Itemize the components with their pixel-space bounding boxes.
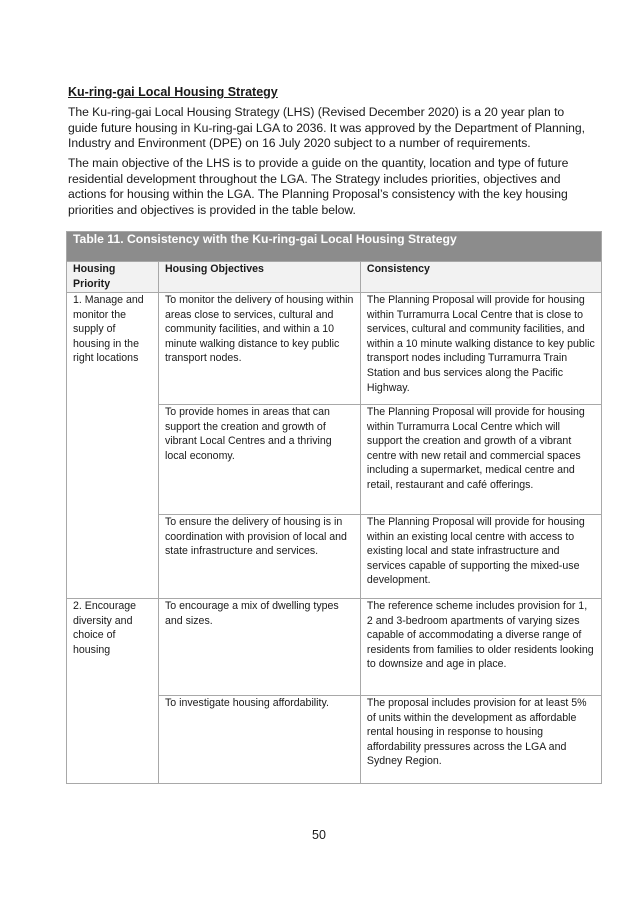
page-number: 50 <box>312 828 326 842</box>
intro-paragraph: The Ku-ring-gai Local Housing Strategy (LHS) (Revised December 2020) is a 20 year plan to guide future housing in Ku-ring-gai LGA to 2036. It was approved by the Department of Planning, Industry and Environment (DPE) on 16 July 2020 subject to a number of requirements. <box>68 105 585 151</box>
housing-objective-cell: To ensure the delivery of housing is in coordination with provision of local and state infrastructure and services. <box>158 515 360 599</box>
consistency-cell: The Planning Proposal will provide for housing within an existing local centre with access to existing local and state infrastructure and services capable of supporting the mixed-use development. <box>360 515 601 599</box>
column-header-housing-objectives: Housing Objectives <box>158 262 360 293</box>
column-header-housing-priority: Housing Priority <box>67 262 159 293</box>
table-row <box>67 293 602 405</box>
housing-priority-cell: 1. Manage and monitor the supply of housing in the right locations <box>67 293 159 599</box>
consistency-cell: The proposal includes provision for at least 5% of units within the development as affordable rental housing in response to housing affordability pressures across the LGA and Sydney Region. <box>360 696 601 784</box>
objective-paragraph: The main objective of the LHS is to provide a guide on the quantity, location and type of future residential development throughout the LGA. The Strategy includes priorities, objectives and actions for housing within the LGA. The Planning Proposal’s consistency with the key housing priorities and objectives is provided in the table below. <box>68 156 569 217</box>
housing-objective-cell: To monitor the delivery of housing within areas close to services, cultural and community facilities, and within a 10 minute walking distance to key public transport nodes. <box>158 293 360 405</box>
housing-priority-cell: 2. Encourage diversity and choice of housing <box>67 599 159 784</box>
table-caption-row <box>67 232 602 262</box>
housing-objective-cell: To provide homes in areas that can support the creation and growth of vibrant Local Centres and a thriving local economy. <box>158 405 360 515</box>
consistency-cell: The Planning Proposal will provide for housing within Turramurra Local Centre that is close to services, cultural and community facilities, and within a 10 minute walking distance to key public transport nodes including Turramurra Train Station and bus services along the Pacific Highway. <box>360 293 601 405</box>
housing-objective-cell: To encourage a mix of dwelling types and sizes. <box>158 599 360 696</box>
column-header-consistency: Consistency <box>360 262 601 293</box>
consistency-cell: The Planning Proposal will provide for housing within Turramurra Local Centre which will support the creation and growth of a vibrant centre with new retail and commercial spaces including a supermarket, medical centre and retail, restaurant and café offerings. <box>360 405 601 515</box>
table-header-row <box>67 262 602 293</box>
housing-objective-cell: To investigate housing affordability. <box>158 696 360 784</box>
section-heading: Ku-ring-gai Local Housing Strategy <box>68 85 278 99</box>
lhs-consistency-table-wrapper <box>66 231 602 784</box>
table-caption: Table 11. Consistency with the Ku-ring-gai Local Housing Strategy <box>67 232 602 262</box>
table-row <box>67 599 602 696</box>
consistency-cell: The reference scheme includes provision for 1, 2 and 3-bedroom apartments of varying sizes capable of accommodating a diverse range of residents from families to older residents looking to downsize and age in place. <box>360 599 601 696</box>
lhs-consistency-table <box>66 231 602 784</box>
